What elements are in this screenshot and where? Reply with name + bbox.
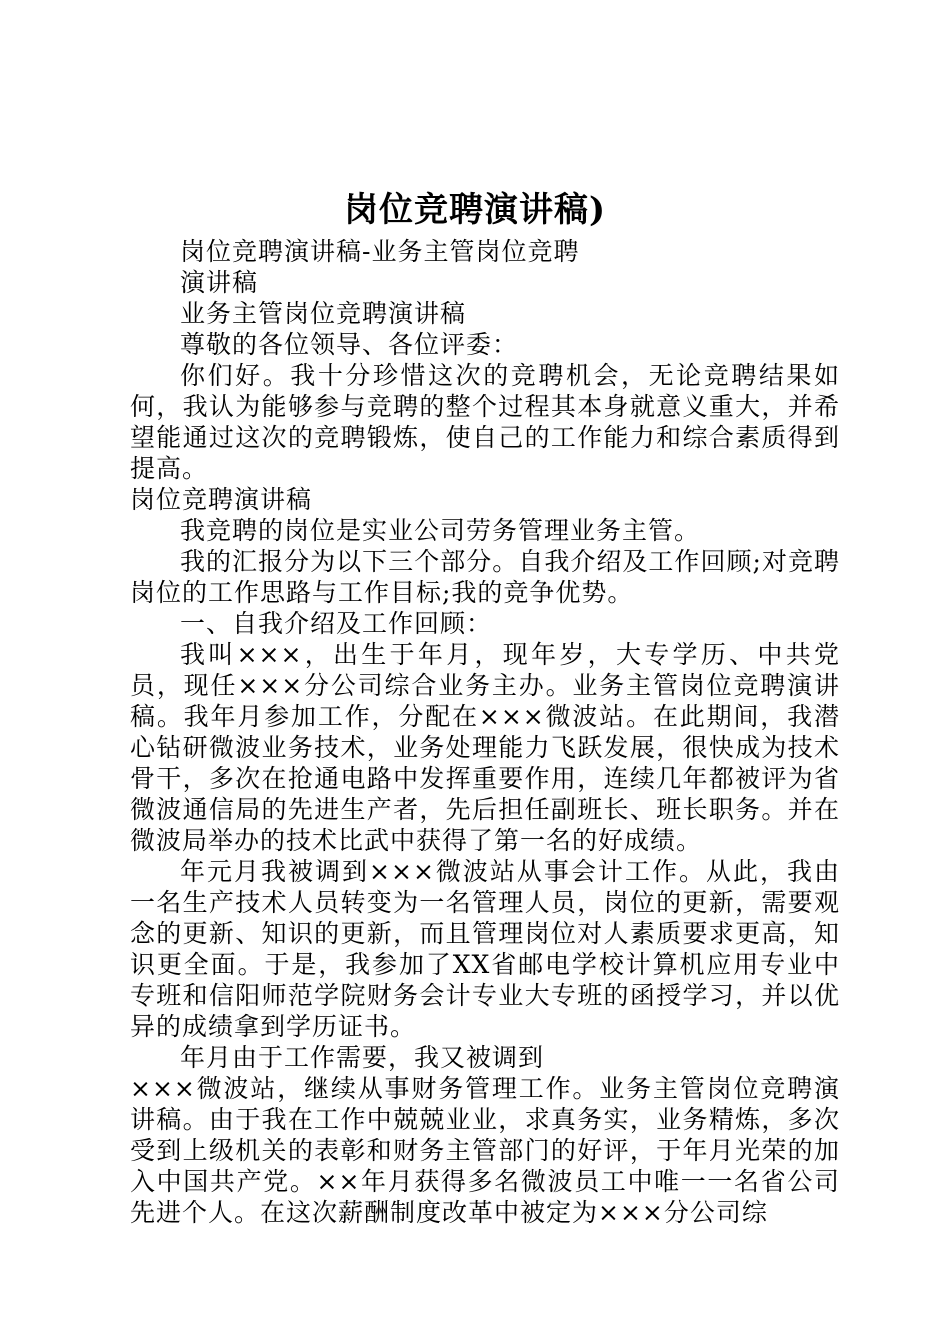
paragraph-self-intro: 我叫×××，出生于年月，现年岁，大专学历、中共党员，现任×××分公司综合业务主办。业务主管岗位竞聘演讲稿。我年月参加工作，分配在×××微波站。在此期间，我潜心钻研微波业务技术，业务处理能力飞跃发展，很快成为技术骨干，多次在抢通电路中发挥重要作用，连续几年都被评为省微波通信局的先进生产者，先后担任副班长、班长职务。并在微波局举办的技术比武中获得了第一名的好成绩。 (130, 640, 840, 855)
paragraph-transfer: 年月由于工作需要，我又被调到 (180, 1043, 545, 1072)
document-title: 岗位竞聘演讲稿) (343, 190, 607, 230)
paragraph-salutation: 尊敬的各位领导、各位评委： (180, 330, 519, 359)
paragraph-heading-line-1: 岗位竞聘演讲稿-业务主管岗位竞聘 (180, 237, 580, 266)
paragraph-accounting: 年元月我被调到×××微波站从事会计工作。从此，我由一名生产技术人员转变为一名管理人员，岗位的更新，需要观念的更新、知识的更新，而且管理岗位对人素质要求更高，知识更全面。于是，我参加了XX省邮电学校计算机应用专业中专班和信阳师范学院财务会计专业大专班的函授学习，并以优异的成绩拿到学历证书。 (130, 857, 840, 1041)
paragraph-outline: 我的汇报分为以下三个部分。自我介绍及工作回顾;对竞聘岗位的工作思路与工作目标;我的竞争优势。 (130, 547, 840, 607)
paragraph-finance-work: ×××微波站，继续从事财务管理工作。业务主管岗位竞聘演讲稿。由于我在工作中兢兢业业，求真务实，业务精炼，多次受到上级机关的表彰和财务主管部门的好评，于年月光荣的加入中国共产党。××年月获得多名微波员工中唯一一名省公司先进个人。在这次薪酬制度改革中被定为×××分公司综 (130, 1074, 840, 1227)
paragraph-section-heading: 一、自我介绍及工作回顾： (180, 609, 493, 638)
document-body (130, 236, 840, 1228)
paragraph-subtitle: 业务主管岗位竞聘演讲稿 (180, 299, 467, 328)
paragraph-inline-title: 岗位竞聘演讲稿 (130, 485, 313, 514)
paragraph-heading-line-2: 演讲稿 (180, 268, 259, 297)
paragraph-greeting: 你们好。我十分珍惜这次的竞聘机会，无论竞聘结果如何，我认为能够参与竞聘的整个过程其本身就意义重大，并希望能通过这次的竞聘锻炼，使自己的工作能力和综合素质得到提高。 (130, 361, 840, 483)
paragraph-position: 我竞聘的岗位是实业公司劳务管理业务主管。 (180, 516, 701, 545)
